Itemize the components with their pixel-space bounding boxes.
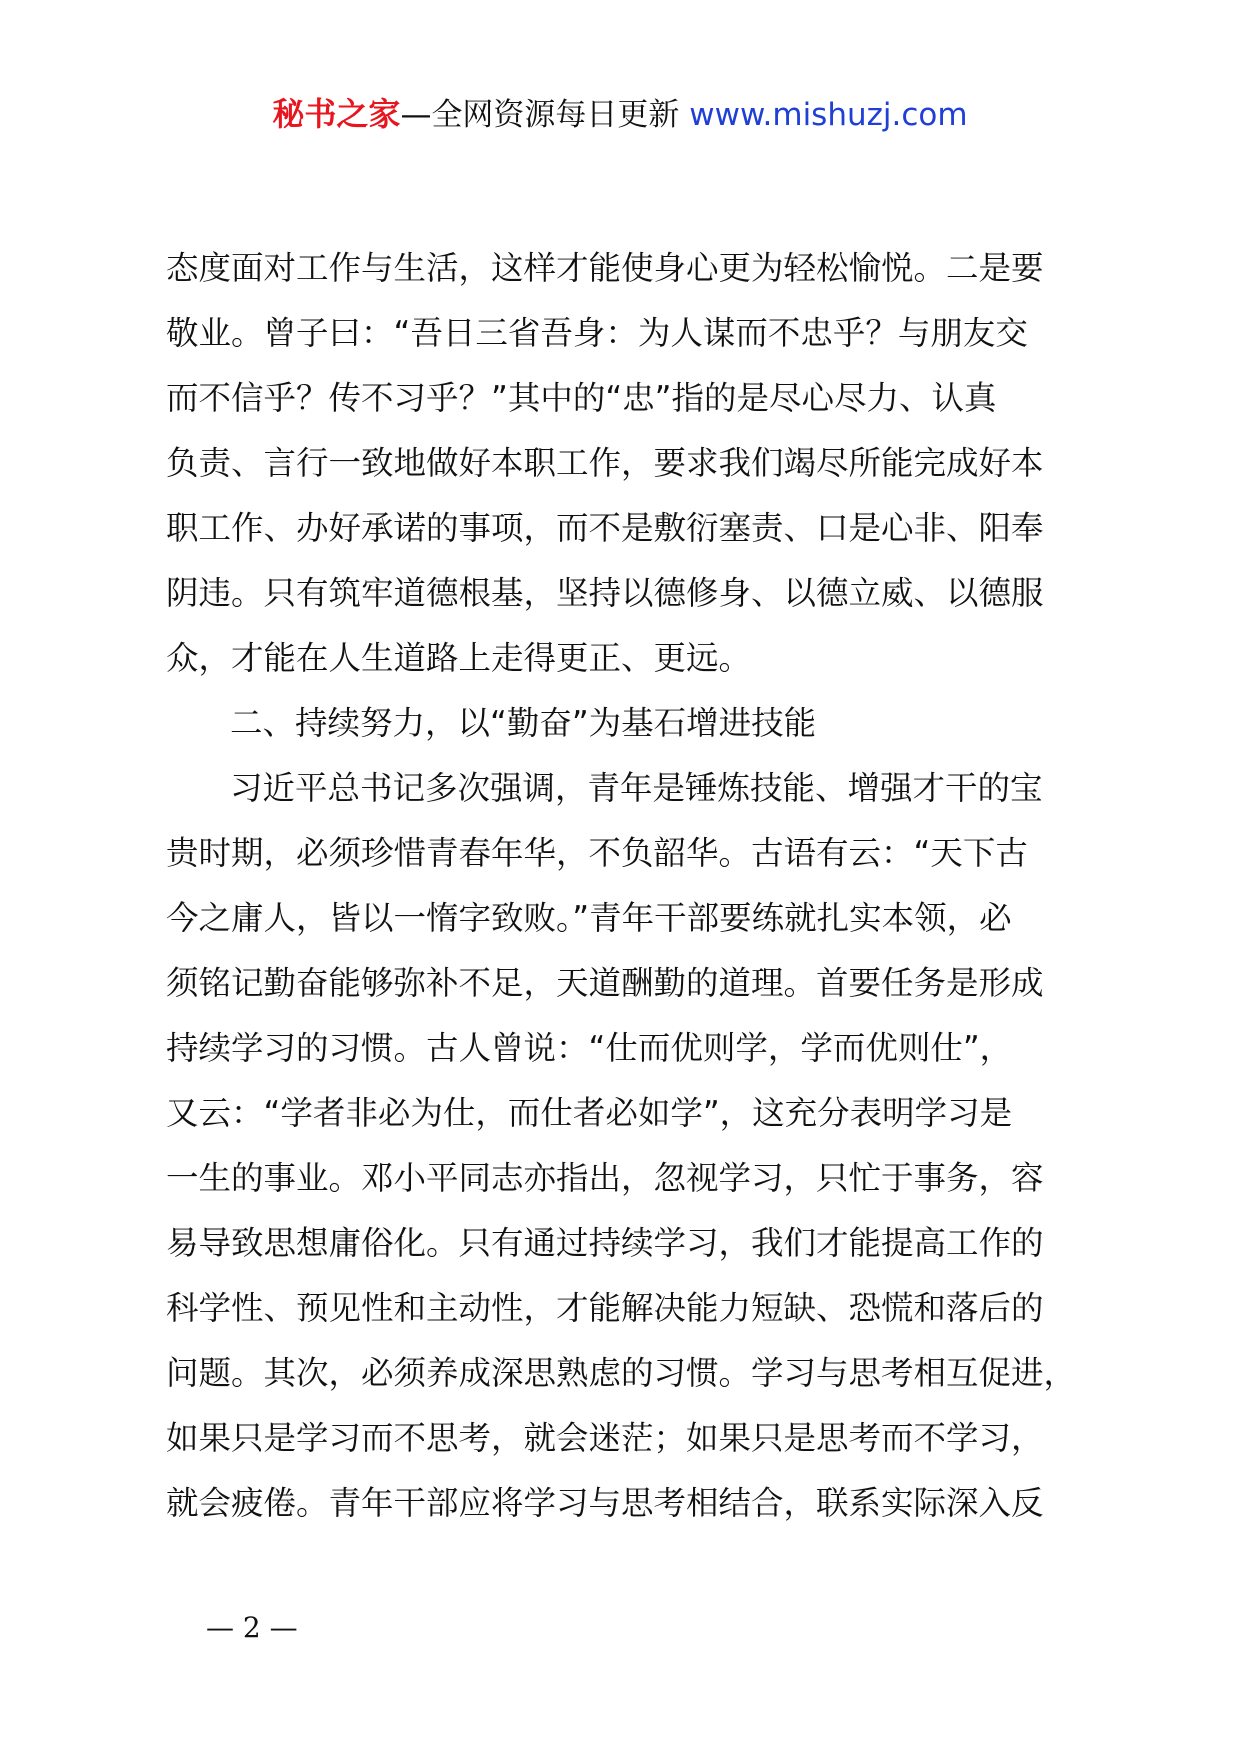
brand-name: 秘书之家 — [272, 95, 401, 133]
body-line: 习近平总书记多次强调，青年是锤炼技能、增强才干的宝 — [230, 769, 1043, 807]
body-line: 就会疲倦。青年干部应将学习与思考相结合，联系实际深入反 — [166, 1484, 1044, 1522]
page-number: — 2 — — [206, 1611, 298, 1644]
body-line: 如果只是学习而不思考，就会迷茫；如果只是思考而不学习， — [166, 1419, 1044, 1457]
body-line: 负责、言行一致地做好本职工作，要求我们竭尽所能完成好本 — [166, 444, 1044, 482]
body-line: 众，才能在人生道路上走得更正、更远。 — [166, 639, 752, 677]
section-heading: 二、持续努力，以“勤奋”为基石增进技能 — [230, 704, 817, 742]
document-body — [166, 236, 1086, 1536]
body-line: 又云：“学者非必为仕，而仕者必如学”，这充分表明学习是 — [166, 1094, 1013, 1132]
body-line: 贵时期，必须珍惜青春年华，不负韶华。古语有云：“天下古 — [166, 834, 1028, 872]
body-line: 职工作、办好承诺的事项，而不是敷衍塞责、口是心非、阳奉 — [166, 509, 1044, 547]
body-line: 今之庸人，皆以一惰字致败。”青年干部要练就扎实本领，必 — [166, 899, 1012, 937]
body-line: 易导致思想庸俗化。只有通过持续学习，我们才能提高工作的 — [166, 1224, 1044, 1262]
body-line: 科学性、预见性和主动性，才能解决能力短缺、恐慌和落后的 — [166, 1289, 1044, 1327]
body-line: 敬业。曾子曰：“吾日三省吾身：为人谋而不忠乎？与朋友交 — [166, 314, 1028, 352]
body-line: 阴违。只有筑牢道德根基，坚持以德修身、以德立威、以德服 — [166, 574, 1044, 612]
body-line: 问题。其次，必须养成深思熟虑的习惯。学习与思考相互促进， — [166, 1354, 1077, 1392]
body-line: 持续学习的习惯。古人曾说：“仕而优则学，学而优则仕”， — [166, 1029, 1013, 1067]
page-header — [0, 92, 1240, 137]
header-url[interactable]: www.mishuzj.com — [689, 97, 968, 133]
header-tagline: —全网资源每日更新 — [400, 97, 680, 133]
body-line: 而不信乎？传不习乎？”其中的“忠”指的是尽心尽力、认真 — [166, 379, 997, 417]
body-line: 须铭记勤奋能够弥补不足，天道酬勤的道理。首要任务是形成 — [166, 964, 1044, 1002]
body-line: 态度面对工作与生活，这样才能使身心更为轻松愉悦。二是要 — [166, 249, 1044, 287]
body-line: 一生的事业。邓小平同志亦指出，忽视学习，只忙于事务，容 — [166, 1159, 1044, 1197]
